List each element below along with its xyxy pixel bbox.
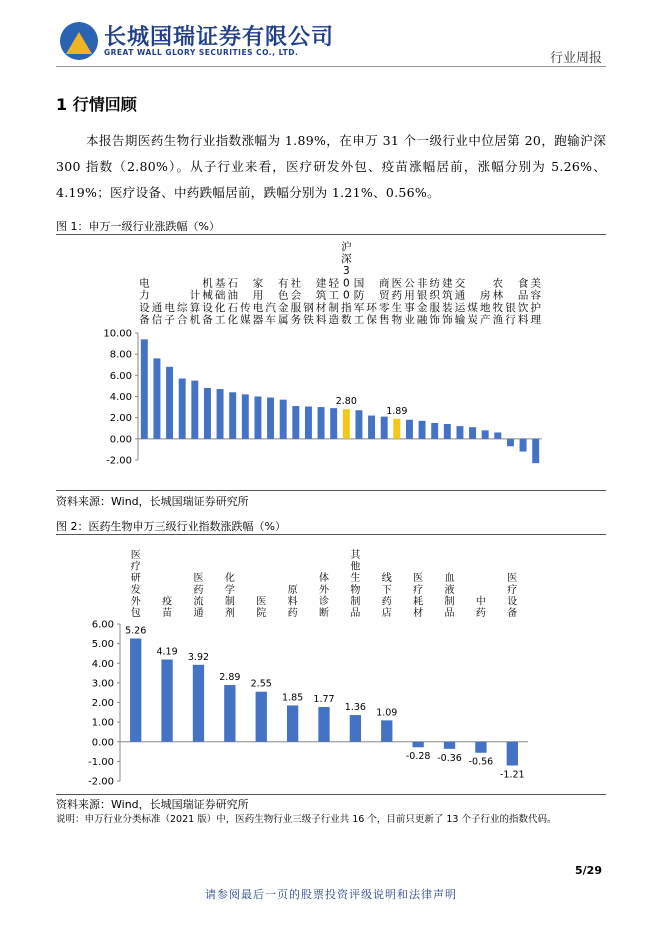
category-label-char: 物	[350, 584, 361, 596]
category-label-char: 务	[290, 314, 302, 326]
bar	[318, 707, 329, 742]
figure2-note: 说明：申万行业分类标准（2021 版）中，医药生物行业三级子行业共 16 个，目前只更新了 13 个子行业的指数代码。	[56, 814, 557, 825]
category-label-char: 外	[319, 584, 329, 596]
category-label-char: 研	[130, 573, 141, 585]
bar	[280, 400, 287, 439]
category-label-char: 贸	[378, 289, 390, 302]
figure2-source: 资料来源：Wind，长城国瑞证券研究所	[56, 798, 249, 811]
data-label: 4.19	[156, 646, 178, 658]
footer-disclaimer: 请参阅最后一页的股票投资评级说明和法律声明	[205, 888, 457, 901]
category-label-char: 社	[290, 277, 302, 290]
bar	[161, 660, 172, 742]
category-label-char: 流	[193, 596, 204, 608]
category-label-char: 设	[202, 301, 213, 314]
y-tick-label: 6.00	[91, 619, 114, 631]
category-label-char: 石	[227, 301, 238, 314]
category-label-char: 苗	[162, 608, 173, 619]
data-label: 2.89	[219, 672, 241, 684]
category-label-char: 其	[350, 550, 361, 561]
y-tick-label: -2.00	[88, 776, 114, 788]
bar	[431, 423, 438, 439]
y-tick-label: -2.00	[106, 455, 132, 467]
category-label-char: 料	[517, 314, 529, 326]
bar	[204, 388, 211, 439]
y-tick-label: 2.00	[109, 413, 132, 425]
bar	[355, 410, 362, 439]
bar	[292, 406, 299, 439]
category-label-char: 事	[404, 301, 415, 314]
page-number: 5/29	[575, 864, 602, 877]
company-name-cn: 长城国瑞证券有限公司	[104, 25, 335, 50]
bar	[393, 419, 400, 439]
y-tick-label: 2.00	[91, 698, 114, 709]
category-label-char: 工	[214, 314, 226, 326]
category-label-char: 会	[290, 289, 302, 302]
bar	[456, 426, 463, 439]
bar	[520, 439, 527, 452]
y-tick-label: -1.00	[88, 756, 114, 768]
figure1-caption: 图 1：申万一级行业涨跌幅（%）	[56, 220, 220, 233]
category-label-char: 保	[366, 314, 377, 326]
category-label-char: 数	[341, 314, 352, 326]
category-label-char: 产	[479, 314, 491, 326]
category-label-char: 煤	[467, 301, 478, 314]
category-label-char: 疗	[507, 584, 518, 596]
category-label-char: 媒	[240, 314, 251, 326]
bar	[368, 416, 375, 439]
category-label-char: 础	[214, 289, 226, 302]
category-label-char: 筑	[442, 289, 453, 302]
category-label-char: 用	[252, 289, 264, 302]
category-label-char: 业	[404, 314, 415, 326]
category-label-char: 通	[454, 289, 466, 302]
category-label-char: 药	[475, 608, 486, 619]
category-label-char: 设	[139, 301, 150, 314]
category-label-char: 料	[287, 596, 298, 608]
category-label-char: 工	[353, 314, 365, 326]
category-label-char: 品	[350, 608, 361, 619]
category-label-char: 家	[252, 277, 264, 290]
bar	[406, 420, 413, 439]
bar	[507, 742, 518, 766]
category-label-char: 医	[193, 573, 204, 585]
category-label-char: 石	[227, 277, 238, 290]
category-label-char: 化	[227, 314, 238, 326]
data-label: 3.92	[187, 651, 210, 663]
category-label-char: 轻	[328, 277, 339, 290]
bar	[330, 408, 337, 439]
y-tick-label: 8.00	[109, 349, 132, 361]
category-label-char: 服	[429, 301, 440, 314]
category-label-char: 医	[391, 277, 403, 290]
category-label-char: 银	[505, 301, 516, 314]
category-label-char: 油	[227, 289, 238, 302]
category-label-char: 建	[315, 277, 327, 290]
category-label-char: 诊	[319, 596, 329, 608]
category-label-char: 沪	[341, 240, 352, 253]
category-label-char: 电	[164, 301, 175, 314]
category-label-char: 纺	[429, 277, 440, 290]
category-label-char: 房	[479, 289, 491, 302]
category-label-char: 用	[404, 289, 415, 302]
figure1-bottom-line	[56, 490, 606, 491]
category-label-char: 备	[139, 314, 150, 326]
category-label-char: 机	[202, 277, 213, 290]
bar	[179, 379, 186, 439]
bar	[267, 398, 274, 439]
data-label: -0.56	[468, 756, 494, 768]
category-label-char: 疗	[413, 584, 424, 596]
category-label-char: 院	[256, 608, 267, 619]
category-label-char: 液	[444, 584, 455, 596]
data-label: -0.28	[405, 751, 431, 763]
bar	[318, 407, 325, 439]
figure2-top-line	[56, 534, 606, 535]
bar	[350, 715, 361, 742]
category-label-char: 美	[530, 277, 541, 290]
category-label-char: 造	[328, 314, 339, 326]
bar	[254, 397, 261, 439]
category-label-char: 子	[164, 314, 175, 326]
category-label-char: 行	[505, 314, 516, 326]
category-label-char: 3	[342, 265, 350, 278]
bar	[381, 720, 392, 741]
category-label-char: 公	[404, 277, 415, 290]
bar	[166, 367, 173, 439]
category-label-char: 医	[256, 596, 267, 608]
bar	[242, 394, 249, 438]
category-label-char: 指	[341, 301, 352, 314]
category-label-char: 生	[391, 301, 403, 314]
category-label-char: 血	[444, 573, 455, 585]
category-label-char: 医	[413, 573, 424, 585]
bar	[224, 685, 235, 742]
data-label: 1.89	[386, 405, 408, 417]
section-title: 1 行情回顾	[56, 95, 137, 114]
category-label-char: 断	[319, 608, 329, 619]
category-label-char: 算	[189, 301, 201, 314]
category-label-char: 防	[353, 289, 365, 302]
category-label-char: 体	[319, 573, 329, 585]
category-label-char: 银	[416, 289, 428, 302]
category-label-char: 电	[139, 277, 150, 290]
category-label-char: 容	[530, 289, 541, 302]
bar	[494, 432, 501, 438]
category-label-char: 融	[416, 314, 428, 326]
category-label-char: 他	[350, 561, 361, 573]
category-label-char: 筑	[315, 289, 327, 302]
category-label-char: 炭	[467, 314, 478, 326]
category-label-char: 化	[214, 301, 226, 314]
category-label-char: 化	[224, 573, 235, 585]
data-label: 5.26	[125, 625, 147, 637]
category-label-char: 工	[328, 289, 339, 302]
category-label-char: 疗	[130, 561, 141, 573]
category-label-char: 中	[475, 596, 486, 608]
category-label-char: 通	[151, 301, 163, 314]
y-tick-label: 1.00	[91, 717, 114, 729]
category-label-char: 饰	[442, 314, 453, 326]
bar	[153, 358, 160, 438]
category-label-char: 品	[444, 608, 455, 619]
y-tick-label: 10.00	[103, 328, 132, 340]
category-label-char: 剂	[224, 608, 235, 619]
bar	[343, 409, 350, 439]
category-label-char: 运	[454, 301, 466, 314]
category-label-char: 环	[366, 301, 377, 314]
category-label-char: 店	[381, 608, 392, 619]
category-label-char: 力	[139, 289, 150, 302]
category-label-char: 食	[517, 277, 529, 290]
category-label-char: 生	[350, 573, 361, 585]
category-label-char: 物	[391, 314, 403, 326]
category-label-char: 综	[176, 301, 188, 314]
category-label-char: 线	[381, 573, 392, 585]
category-label-char: 零	[378, 301, 390, 314]
data-label: 1.85	[282, 692, 304, 704]
category-label-char: 基	[214, 277, 226, 290]
bar	[130, 639, 141, 742]
y-tick-label: 3.00	[91, 678, 114, 690]
bar	[419, 421, 426, 439]
figure2-chart	[56, 536, 606, 794]
category-label-char: 车	[265, 314, 276, 326]
category-label-char: 药	[287, 608, 298, 619]
category-label-char: 农	[492, 277, 504, 290]
data-label: 1.09	[376, 707, 398, 719]
category-label-char: 输	[454, 314, 466, 326]
bar	[413, 742, 424, 747]
bar	[444, 742, 455, 749]
data-label: 1.36	[344, 702, 366, 714]
bar	[256, 692, 267, 742]
category-label-char: 交	[454, 277, 466, 290]
category-label-char: 信	[151, 314, 163, 326]
category-label-char: 下	[381, 584, 392, 596]
bar	[217, 389, 224, 439]
category-label-char: 属	[277, 314, 289, 326]
category-label-char: 材	[413, 608, 424, 619]
y-tick-label: 4.00	[109, 392, 132, 403]
category-label-char: 传	[240, 301, 251, 314]
category-label-char: 品	[517, 289, 529, 302]
figure2-bottom-line	[56, 794, 606, 795]
category-label-char: 医	[130, 550, 141, 561]
category-label-char: 备	[507, 608, 518, 619]
header-divider	[56, 66, 606, 67]
y-tick-label: 4.00	[91, 658, 114, 670]
company-name-en: GREAT WALL GLORY SECURITIES CO., LTD.	[104, 48, 299, 57]
category-label-char: 药	[193, 584, 204, 596]
bar	[141, 339, 148, 438]
category-label-char: 汽	[265, 301, 276, 314]
category-label-char: 外	[130, 596, 141, 608]
category-label-char: 林	[492, 289, 504, 302]
bar	[444, 424, 451, 439]
data-label: 1.77	[313, 694, 335, 706]
category-label-char: 药	[381, 596, 392, 608]
y-tick-label: 0.00	[91, 737, 114, 749]
category-label-char: 设	[507, 596, 518, 608]
bar	[381, 417, 388, 439]
category-label-char: 原	[287, 584, 298, 596]
category-label-char: 军	[353, 301, 365, 314]
category-label-char: 色	[277, 289, 289, 302]
summary-paragraph: 本报告期医药生物行业指数涨幅为 1.89%，在申万 31 个一级行业中位居第 20，跑输沪深 300 指数（2.80%）。从子行业来看，医疗研发外包、疫苗涨幅居前，涨幅分别为 5.26%、4.19%；医疗设备、中药跌幅居前，跌幅分别为 1.21%、0.56%。	[56, 133, 606, 200]
category-label-char: 饰	[429, 314, 440, 326]
category-label-char: 0	[342, 289, 350, 302]
category-label-char: 制	[224, 596, 235, 608]
category-label-char: 机	[189, 314, 201, 326]
bar	[193, 665, 204, 742]
category-label-char: 饮	[517, 301, 529, 314]
figure1-source: 资料来源：Wind，长城国瑞证券研究所	[56, 495, 249, 508]
category-label-char: 制	[444, 596, 455, 608]
figure2-caption: 图 2：医药生物申万三级行业指数涨跌幅（%）	[56, 520, 286, 533]
category-label-char: 料	[315, 314, 327, 326]
figure1-top-line	[56, 234, 606, 235]
data-label: 2.80	[335, 396, 357, 408]
category-label-char: 耗	[413, 596, 424, 608]
y-tick-label: 0.00	[109, 434, 132, 446]
category-label-char: 建	[442, 277, 453, 290]
y-tick-label: 6.00	[109, 370, 132, 382]
category-label-char: 电	[252, 301, 264, 314]
category-label-char: 深	[341, 253, 352, 265]
bar	[229, 392, 236, 439]
category-label-char: 非	[416, 277, 428, 290]
figure1-chart	[56, 236, 606, 490]
category-label-char: 备	[202, 314, 213, 326]
category-label-char: 制	[350, 596, 361, 608]
data-label: -0.36	[437, 752, 462, 764]
category-label-char: 制	[328, 301, 339, 314]
category-label-char: 装	[442, 301, 453, 314]
category-label-char: 织	[429, 289, 440, 302]
category-label-char: 疫	[162, 596, 173, 608]
category-label-char: 包	[130, 608, 141, 619]
category-label-char: 钢	[303, 301, 314, 314]
category-label-char: 金	[277, 301, 289, 314]
bar	[191, 381, 198, 439]
bar	[305, 407, 312, 439]
report-type: 行业周报	[549, 51, 602, 66]
category-label-char: 医	[507, 573, 518, 585]
category-label-char: 商	[378, 277, 390, 290]
category-label-char: 牧	[492, 301, 504, 314]
category-label-char: 渔	[492, 314, 504, 326]
category-label-char: 护	[530, 301, 541, 314]
bar	[532, 439, 539, 463]
category-label-char: 械	[202, 289, 213, 302]
category-label-char: 通	[193, 608, 204, 619]
category-label-char: 药	[391, 289, 403, 302]
category-label-char: 合	[176, 314, 188, 326]
data-label: 2.55	[250, 678, 272, 690]
category-label-char: 0	[342, 277, 350, 290]
bar	[475, 742, 486, 753]
category-label-char: 发	[130, 584, 141, 596]
category-label-char: 铁	[303, 314, 314, 326]
bar	[507, 439, 514, 446]
category-label-char: 理	[530, 314, 541, 326]
company-logo-icon	[60, 22, 98, 60]
category-label-char: 计	[189, 289, 201, 302]
bar	[482, 430, 489, 438]
bar	[287, 705, 298, 741]
category-label-char: 材	[315, 301, 327, 314]
bar	[469, 427, 476, 439]
category-label-char: 地	[479, 301, 491, 314]
category-label-char: 有	[277, 277, 289, 290]
category-label-char: 金	[416, 301, 428, 314]
y-tick-label: 5.00	[91, 639, 114, 651]
category-label-char: 国	[353, 277, 365, 290]
category-label-char: 器	[252, 314, 264, 326]
category-label-char: 售	[378, 314, 390, 326]
category-label-char: 学	[224, 584, 235, 596]
category-label-char: 服	[290, 301, 302, 314]
data-label: -1.21	[500, 769, 525, 781]
